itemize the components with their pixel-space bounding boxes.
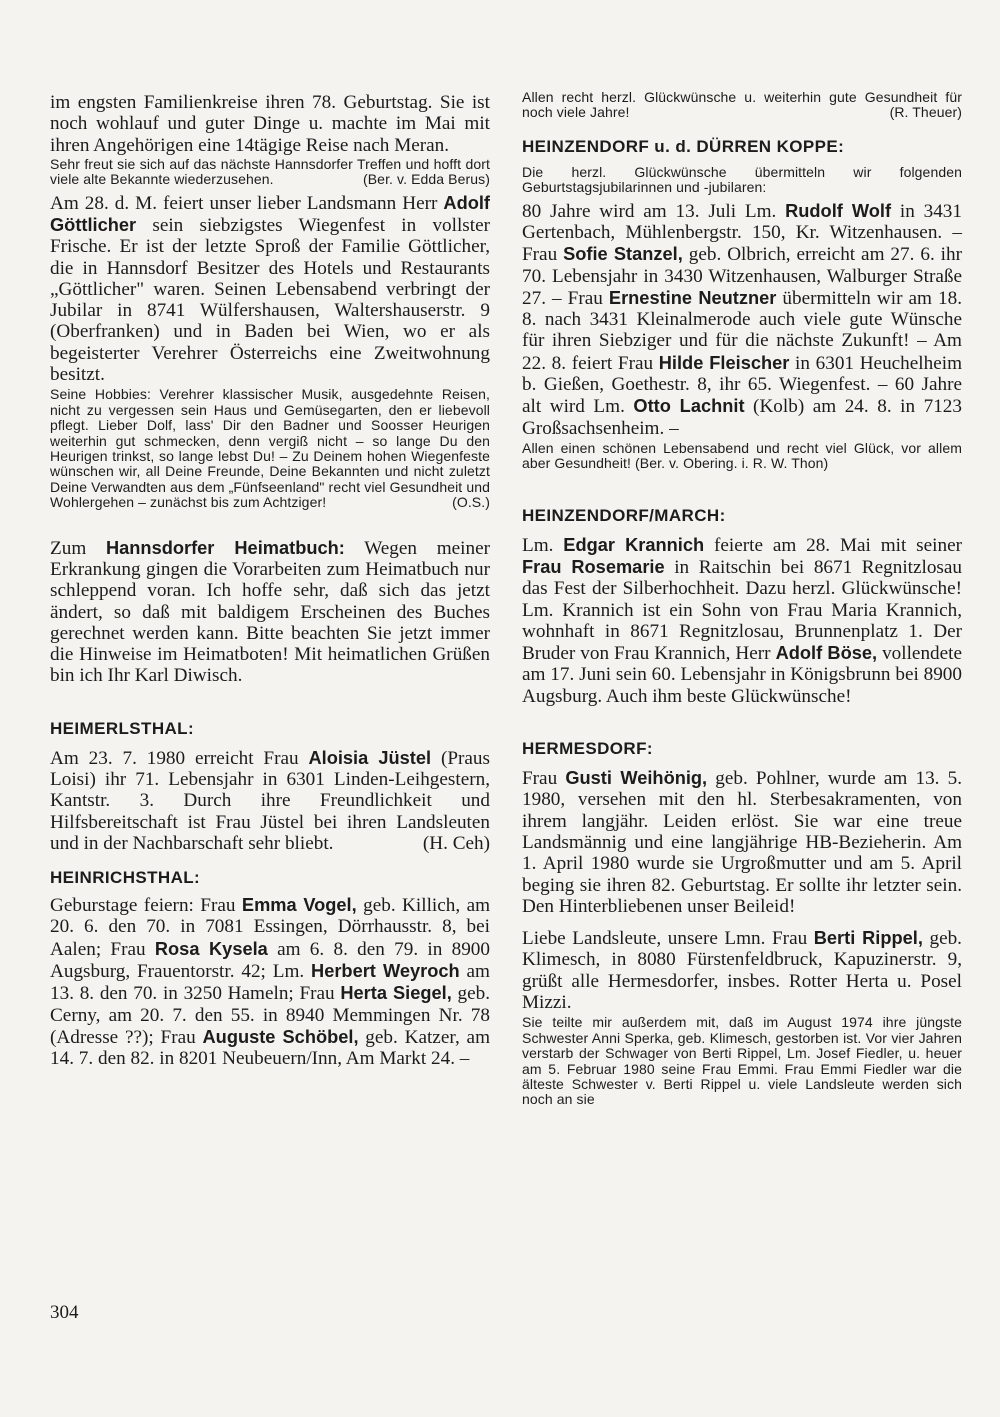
paragraph: Frau Gusti Weihönig, geb. Pohlner, wurde am 13. 5. 1980, versehen mit den hl. Sterbesakramenten, von ihrem langjähr. Leiden erlöst. Sie war eine treue Landsmännig und eine langjährige HB-Bezieherin. Am 1. April 1980 wurde sie Urgroßmutter und am 5. April beging sie ihren 82. Geburtstag. Er sollte ihr letzter sein. Den Hinterbliebenen unser Beileid! (522, 767, 962, 917)
person-name: Frau Rosemarie (522, 556, 665, 577)
section-heading: HERMESDORF: (522, 739, 653, 759)
small-paragraph: Sie teilte mir außerdem mit, daß im August 1974 ihre jüngste Schwester Anni Sperka, geb. Klimesch, gestorben ist. Vor vier Jahren verstarb der Schwager von Berti Rippel, Lm. Josef Fiedler, u. heuer am 5. Februar 1980 seine Frau Emmi. Frau Emmi Fiedler war die älteste Schwester v. Berti Rippel u. viele Landsleute werden sich noch an sie (522, 1014, 962, 1108)
paragraph: Am 23. 7. 1980 erreicht Frau Aloisia Jüstel (Praus Loisi) ihr 71. Lebensjahr in 6301 Linden-Leihgestern, Kantstr. 3. Durch ihre Freundlichkeit und Hilfsbereitschaft ist Frau Jüstel bei ihren Landsleuten und in der Nachbarschaft sehr bliebt. (H. Ceh) (50, 746, 490, 854)
credit: (R. Theuer) (889, 104, 962, 121)
small-paragraph: Allen einen schönen Lebensabend und recht viel Glück, vor allem aber Gesundheit! (Ber. v. Obering. i. R. W. Thon) (522, 439, 962, 472)
person-name: Ernestine Neutzner (608, 286, 777, 308)
person-name: Sofie Stanzel, (563, 243, 683, 265)
left-column (50, 92, 490, 1070)
person-name: Gusti Weihönig, (565, 767, 708, 789)
person-name: Edgar Krannich (563, 533, 705, 555)
section-heading: HEINZENDORF/MARCH: (522, 505, 726, 525)
small-paragraph: Seine Hobbies: Verehrer klassischer Musik, ausgedehnte Reisen, nicht zu vergessen sein Haus und Gemüsegarten, den er liebevoll pflegt. Lieber Dolf, lass' Dir den Badner und Soosser Heurigen weiterhin gut schmecken, denn vergiß nicht – so lange Du den Heurigen trinkst, so lange lebst Du! – Zu Deinem hohen Wiegenfeste wünschen wir, all Deine Freunde, Deine Bekannten und nicht zuletzt Deine Verwandten aus dem „Fünfseenland" recht viel Gesundheit und Wohlergehen – zunächst bis zum Achtziger! (O.S.) (50, 386, 490, 511)
paragraph: Geburstage feiern: Frau Emma Vogel, geb. Killich, am 20. 6. den 70. in 7081 Essingen, Dörrhausstr. 8, bei Aalen; Frau Rosa Kysela am 6. 8. den 79. in 8900 Augsburg, Frauentorstr. 42; Lm. Herbert Weyroch am 13. 8. den 70. in 3250 Hameln; Frau Herta Siegel, geb. Cerny, am 20. 7. den 55. in 8940 Memmingen Nr. 78 (Adresse ??); Frau Auguste Schöbel, geb. Katzer, am 14. 7. den 82. in 8201 Neubeuern/Inn, Am Markt 24. – (50, 894, 491, 1070)
paragraph: 80 Jahre wird am 13. Juli Lm. Rudolf Wolf in 3431 Gertenbach, Mühlenbergstr. 150, Kr. Witzenhausen. – Frau Sofie Stanzel, geb. Olbrich, erreicht am 27. 6. ihr 70. Lebensjahr in 3430 Witzenhausen, Walburger Straße 27. – Frau Ernestine Neutzner übermitteln wir am 18. 8. nach 3431 Kleinalmerode auch viele gute Wünsche für ihren Siebziger und für die nächste Zukunft! – Am 22. 8. feiert Frau Hilde Fleischer in 6301 Heuchelheim b. Gießen, Goethestr. 8, ihr 65. Wiegenfest. – 60 Jahre alt wird Lm. Otto Lachnit (Kolb) am 24. 8. in 7123 Großsachsenheim. – (522, 199, 962, 439)
person-name: Adolf Böse, (775, 642, 878, 664)
paragraph: Zum Hannsdorfer Heimatbuch: Wegen meiner Erkrankung gingen die Vorarbeiten zum Heimatbuch nur schleppend voran. Ich hoffe sehr, daß sich das jetzt ändert, so daß mit baldigem Erscheinen des Buches gerechnet werden kann. Bitte beachten Sie jetzt immer die Hinweise im Heimatboten! Mit heimatlichen Grüßen bin ich Ihr Karl Diwisch. (50, 536, 491, 687)
person-name: Herbert Weyroch (311, 960, 460, 982)
credit: (O.S.) (452, 494, 490, 511)
person-name: Otto Lachnit (633, 395, 745, 417)
person-name: Herta Siegel, (340, 982, 452, 1004)
person-name: Rudolf Wolf (785, 199, 892, 221)
section-heading: HEIMERLSTHAL: (50, 718, 195, 738)
page-number: 304 (50, 1302, 79, 1323)
paragraph: im engsten Familienkreise ihren 78. Geburtstag. Sie ist noch wohlauf und guter Dinge u. machte im Mai mit ihren Angehörigen eine 14tägige Reise nach Meran. (50, 92, 490, 156)
person-name: Hilde Fleischer (658, 351, 790, 373)
person-name: Berti Rippel, (813, 927, 923, 949)
person-name: Emma Vogel, (241, 894, 357, 916)
person-name: Auguste Schöbel, (202, 1025, 359, 1047)
section-heading: HEINZENDORF u. d. DÜRREN KOPPE: (522, 136, 845, 156)
right-column (522, 90, 962, 1108)
credit: (Ber. v. Edda Berus) (362, 171, 490, 188)
person-name: Rosa Kysela (154, 937, 268, 959)
paragraph: Liebe Landsleute, unsere Lmn. Frau Berti Rippel, geb. Klimesch, in 8080 Fürstenfeldbruck, Kapuzinerstr. 9, grüßt alle Hermesdorfer, insbes. Rotter Herta u. Posel Mizzi. (522, 927, 962, 1014)
paragraph: Lm. Edgar Krannich feierte am 28. Mai mit seiner Frau Rosemarie in Raitschin bei 8671 Regnitzlosau das Fest der Silberhochheit. Dazu herzl. Glückwünsche! Lm. Krannich ist ein Sohn von Frau Maria Krannich, wohnhaft in 8671 Regnitzlosau, Brunnenplatz 1. Der Bruder von Frau Krannich, Herr Adolf Böse, vollendete am 17. Juni sein 60. Lebensjahr in Königsbrunn bei 8900 Augsburg. Auch ihm beste Glückwünsche! (522, 533, 962, 707)
credit: (H. Ceh) (422, 832, 490, 854)
section-heading: HEINRICHSTHAL: (50, 868, 201, 888)
small-paragraph: Die herzl. Glückwünsche übermitteln wir folgenden Geburtstagsjubilarinnen und -jubilaren: (522, 163, 962, 196)
paragraph: Am 28. d. M. feiert unser lieber Landsmann Herr Adolf Göttlicher sein siebzigstes Wiegenfest in vollster Frische. Er ist der letzte Sproß der Familie Göttlicher, die in Hannsdorf Besitzer des Hotels und Restaurants „Göttlicher" waren. Seinen Lebensabend verbringt der Jubilar in 8741 Wülfershausen, Waltershauserstr. 9 (Oberfranken) und in Baden bei Wien, wo er als begeisterter Verehrer Österreichs eine Zweitwohnung besitzt. (50, 191, 490, 386)
person-name: Aloisia Jüstel (308, 746, 432, 768)
small-paragraph: Sehr freut sie sich auf das nächste Hannsdorfer Treffen und hofft dort viele alte Bekannte wiederzusehen. (Ber. v. Edda Berus) (50, 155, 490, 188)
section-name: Hannsdorfer Heimatbuch: (105, 536, 345, 558)
small-paragraph: Allen recht herzl. Glückwünsche u. weiterhin gute Gesundheit für noch viele Jahre! (R. Theuer) (522, 89, 962, 121)
person-name: Adolf Göttlicher (50, 191, 490, 235)
